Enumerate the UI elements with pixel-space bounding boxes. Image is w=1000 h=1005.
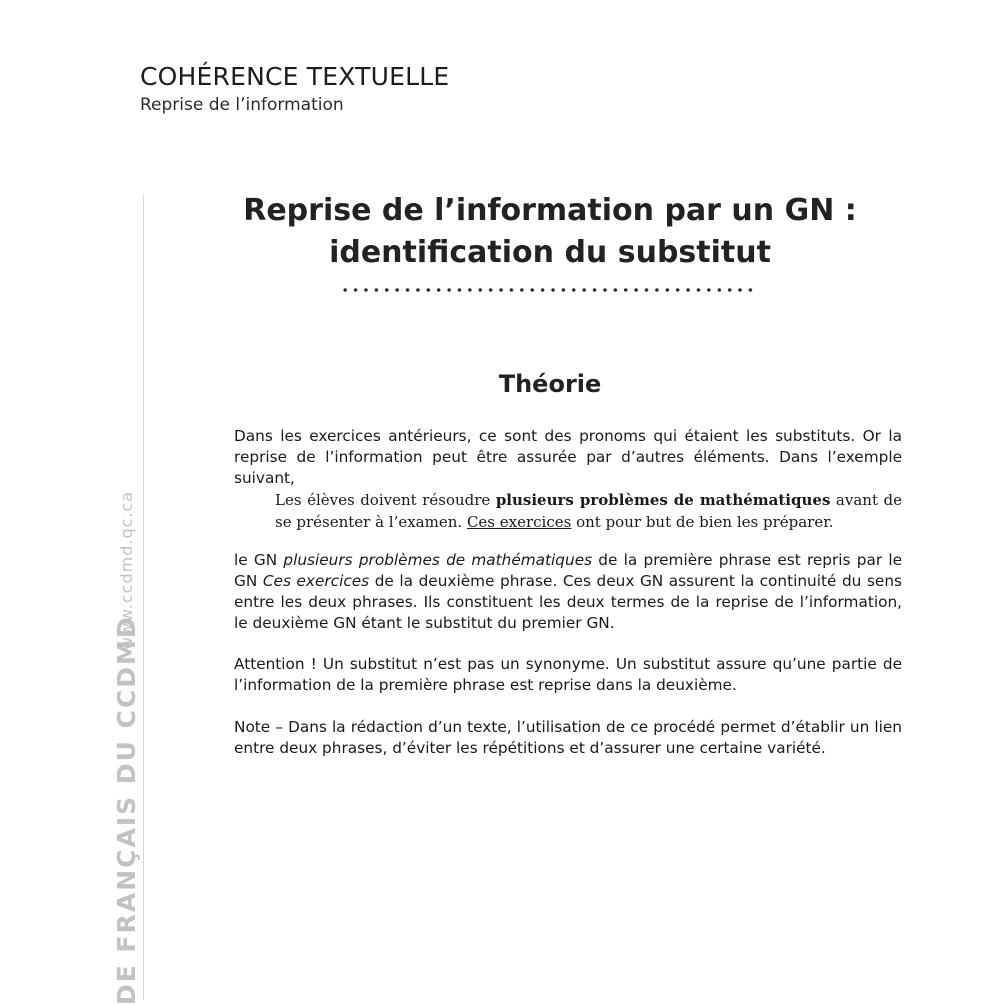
example-quote <box>275 489 902 533</box>
header-subtitle: Reprise de l’information <box>140 95 344 115</box>
paragraph-intro <box>234 426 902 489</box>
paragraph-attention-text: Attention ! Un substitut n’est pas un synonyme. Un substitut assure qu’une partie de l’information de la première phrase est reprise dans la deuxième. <box>234 655 902 694</box>
explanation-italic-1: plusieurs problèmes de mathématiques <box>283 551 593 569</box>
paragraph-note-text: Note – Dans la rédaction d’un texte, l’utilisation de ce procédé permet d’établir un lien entre deux phrases, d’éviter les répétitions et d’assurer une certaine variété. <box>234 718 902 757</box>
example-text-2: avant de se présenter à l’examen. <box>275 491 902 531</box>
example-text-1: Les élèves doivent résoudre <box>275 491 496 509</box>
explanation-text-3: de la deuxième phrase. Ces deux GN assurent la continuité du sens entre les deux phrases. Ils constituent les deux termes de la reprise de l’information, le deuxième GN étant le substitut du premier GN. <box>234 572 902 632</box>
margin-rule <box>143 195 144 1000</box>
page-title-line2: identification du substitut <box>329 235 771 270</box>
paragraph-intro-text: Dans les exercices antérieurs, ce sont des pronoms qui étaient les substituts. Or la reprise de l’information peut être assurée par d’autres éléments. Dans l’exemple suivant, <box>234 427 902 487</box>
paragraph-explanation <box>234 550 902 634</box>
sidebar-url: www.ccdmd.qc.ca <box>117 490 136 650</box>
explanation-text-1: le GN <box>234 551 284 569</box>
page-header <box>140 62 449 116</box>
example-bold: plusieurs problèmes de mathématiques <box>495 491 831 509</box>
example-text-3: ont pour but de bien les préparer. <box>571 513 834 531</box>
paragraph-note <box>234 717 902 759</box>
explanation-italic-2: Ces exercices <box>262 572 370 590</box>
header-title: COHÉRENCE TEXTUELLE <box>140 62 450 91</box>
sidebar-brand: DE FRANÇAIS DU CCDMD <box>112 615 141 1005</box>
explanation-text-2: de la première phrase est repris par le GN <box>234 551 902 590</box>
page-title-line1: Reprise de l’information par un GN : <box>243 193 857 228</box>
paragraph-attention <box>234 654 902 696</box>
dotted-divider <box>340 287 755 293</box>
page-title <box>200 190 900 274</box>
example-underlined: Ces exercices <box>466 513 572 531</box>
section-title: Théorie <box>498 370 602 398</box>
